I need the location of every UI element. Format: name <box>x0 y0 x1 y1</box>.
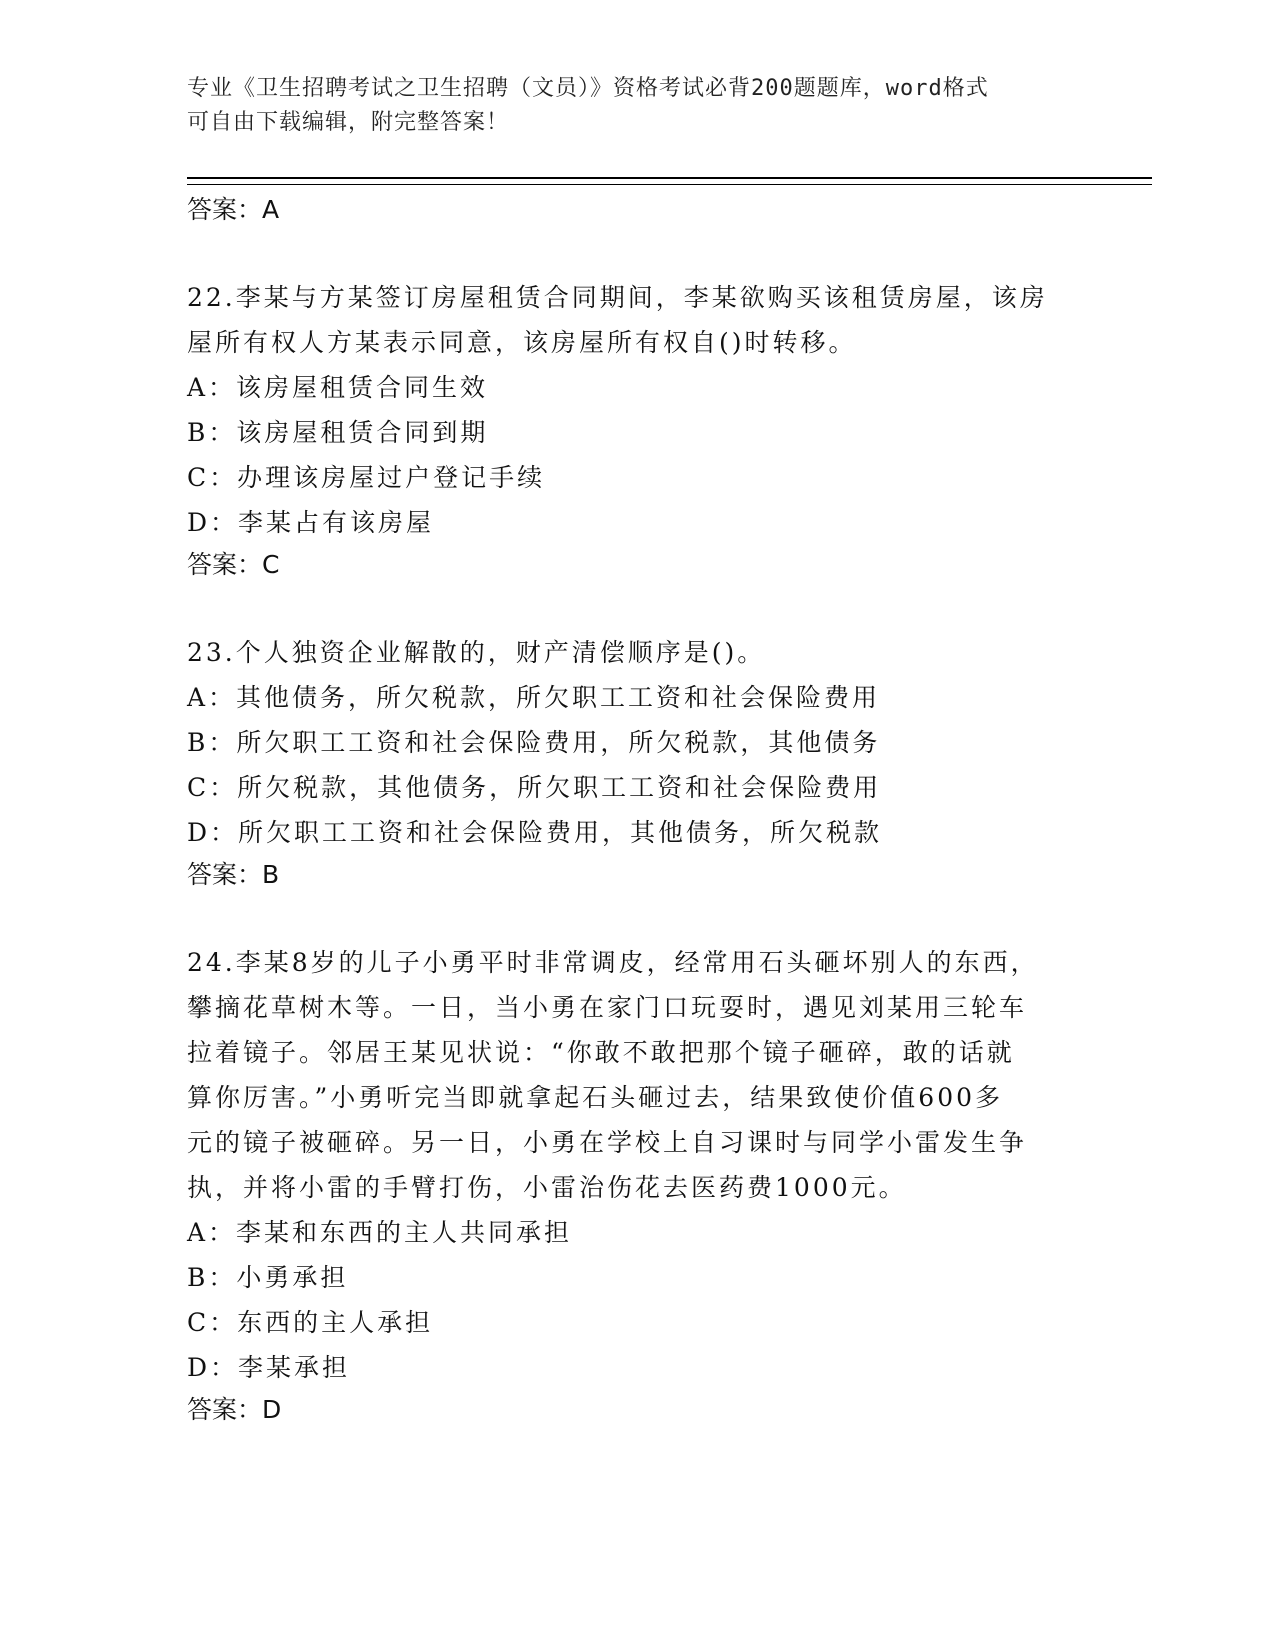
answer: 答案：C <box>187 550 280 579</box>
stem-line: 算你厉害。”小勇听完当即就拿起石头砸过去，结果致使价值600多 <box>187 1083 1004 1112</box>
answer: 答案：B <box>187 860 280 889</box>
header-divider <box>187 177 1152 185</box>
previous-answer: 答案：A <box>187 195 280 224</box>
stem-line: 22.李某与方某签订房屋租赁合同期间，李某欲购买该租赁房屋，该房 <box>187 283 1048 312</box>
option-d: D：李某承担 <box>187 1353 351 1382</box>
option-c: C：东西的主人承担 <box>187 1308 434 1337</box>
option-d: D：所欠职工工资和社会保险费用，其他债务，所欠税款 <box>187 818 883 847</box>
stem-line: 执，并将小雷的手臂打伤，小雷治伤花去医药费1000元。 <box>187 1173 907 1202</box>
option-b: B：小勇承担 <box>187 1263 349 1292</box>
stem-line: 拉着镜子。邻居王某见状说：“你敢不敢把那个镜子砸碎，敢的话就 <box>187 1038 1015 1067</box>
spacer <box>187 895 1087 940</box>
option-b: B：所欠职工工资和社会保险费用，所欠税款，其他债务 <box>187 728 881 757</box>
option-a: A：该房屋租赁合同生效 <box>187 373 489 402</box>
page-header <box>187 72 1067 140</box>
question-list <box>187 190 1087 1430</box>
header-line-2: 可自由下载编辑，附完整答案！ <box>187 110 510 135</box>
option-a: A：李某和东西的主人共同承担 <box>187 1218 573 1247</box>
stem-line: 攀摘花草树木等。一日，当小勇在家门口玩耍时，遇见刘某用三轮车 <box>187 993 1028 1022</box>
question-24 <box>187 940 1087 1430</box>
question-23 <box>187 630 1087 895</box>
header-line-1: 专业《卫生招聘考试之卫生招聘（文员）》资格考试必背200题题库，word格式 <box>187 76 989 101</box>
spacer <box>187 230 1087 275</box>
stem-line: 24.李某8岁的儿子小勇平时非常调皮，经常用石头砸坏别人的东西， <box>187 948 1039 977</box>
option-c: C：所欠税款，其他债务，所欠职工工资和社会保险费用 <box>187 773 882 802</box>
question-stem <box>187 630 1087 675</box>
stem-line: 屋所有权人方某表示同意，该房屋所有权自()时转移。 <box>187 328 857 357</box>
option-a: A：其他债务，所欠税款，所欠职工工资和社会保险费用 <box>187 683 881 712</box>
question-stem <box>187 275 1087 365</box>
option-d: D：李某占有该房屋 <box>187 508 435 537</box>
stem-line: 23.个人独资企业解散的，财产清偿顺序是()。 <box>187 638 766 667</box>
stem-line: 元的镜子被砸碎。另一日，小勇在学校上自习课时与同学小雷发生争 <box>187 1128 1028 1157</box>
answer: 答案：D <box>187 1395 282 1424</box>
spacer <box>187 585 1087 630</box>
question-22 <box>187 275 1087 585</box>
option-c: C：办理该房屋过户登记手续 <box>187 463 546 492</box>
option-b: B：该房屋租赁合同到期 <box>187 418 489 447</box>
question-stem <box>187 940 1087 1210</box>
